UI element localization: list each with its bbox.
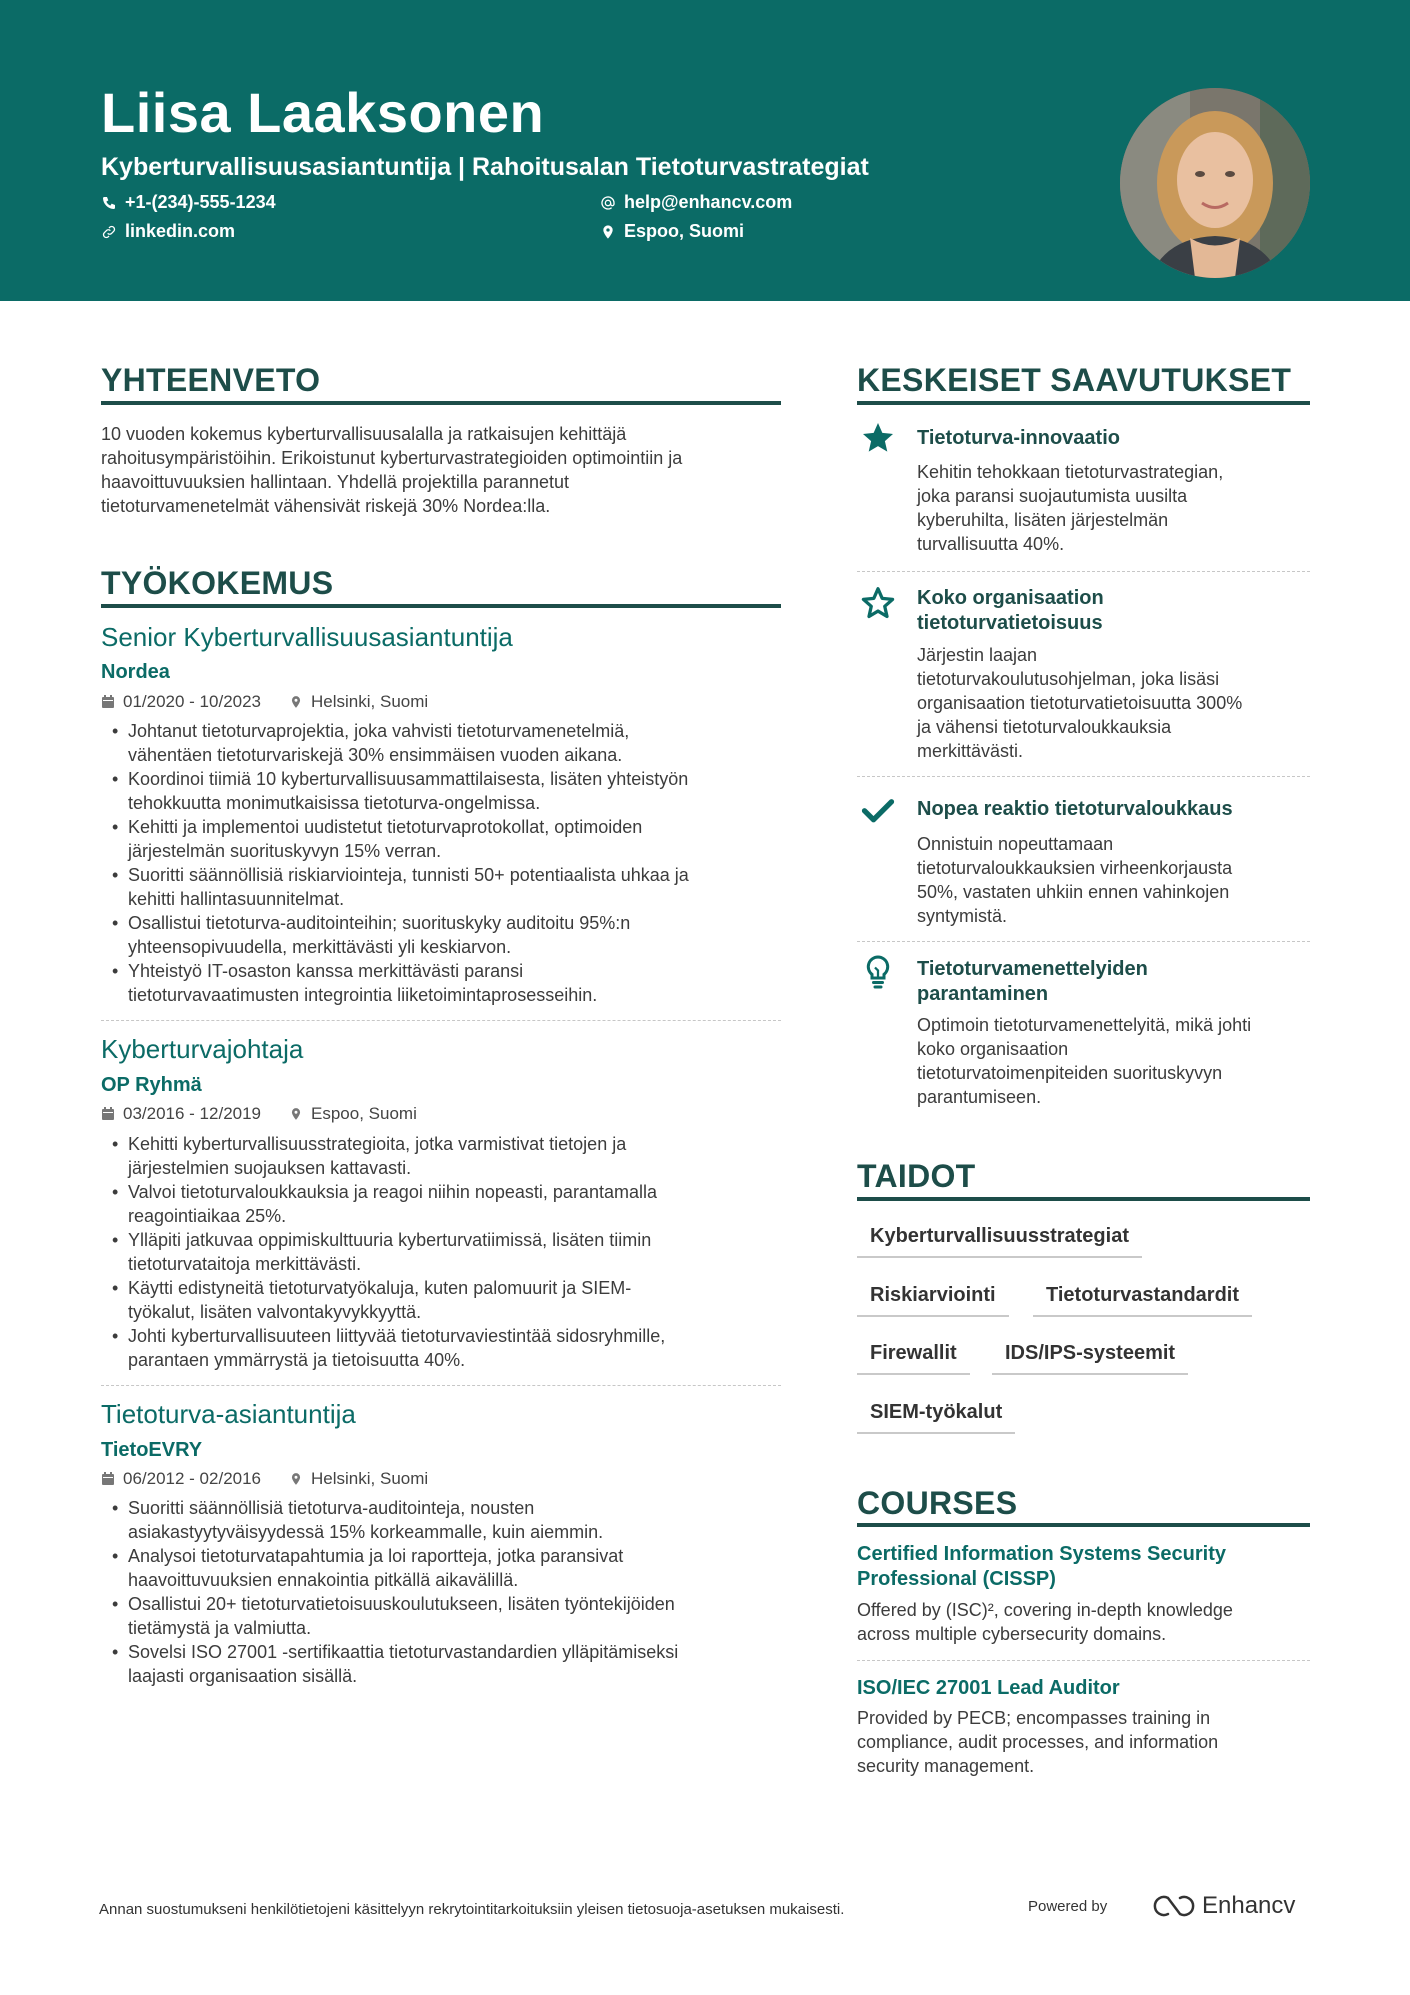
link-icon: [101, 224, 117, 240]
gdpr-consent-text: Annan suostumukseni henkilötietojeni käsittelyyn rekrytointitarkoituksiin yleisen tietosuoja-asetuksen mukaisesti.: [99, 1901, 845, 1918]
job-meta: [101, 1104, 417, 1124]
calendar-icon: [101, 1107, 115, 1121]
job-divider: [101, 1020, 781, 1021]
course-title: ISO/IEC 27001 Lead Auditor: [857, 1677, 1120, 1699]
summary-text: [101, 422, 801, 518]
calendar-icon: [101, 1472, 115, 1486]
achievement-title: Tietoturva-innovaatio: [917, 427, 1120, 449]
summary-line: 10 vuoden kokemus kyberturvallisuusalalla ja ratkaisujen kehittäjä: [101, 424, 627, 444]
course-description: Provided by PECB; encompasses training in compliance, audit processes, and information security management.: [857, 1708, 1219, 1776]
bullet-item: • Sovelsi ISO 27001 -sertifikaattia tietoturvastandardien ylläpitämiseksi laajasti organisaation sisällä.: [101, 1640, 781, 1688]
bullet-item: • Ylläpiti jatkuvaa oppimiskulttuuria kyberturvatiimissä, lisäten tiimin tietoturvataitoja merkittävästi.: [101, 1228, 781, 1276]
skill-tag: SIEM-työkalut: [857, 1394, 1015, 1434]
courses-heading: COURSES: [857, 1485, 1018, 1521]
achievement-title: Tietoturvamenettelyiden parantaminen: [917, 958, 1148, 1005]
bullet-item: • Kehitti kyberturvallisuusstrategioita, jotka varmistivat tietojen ja järjestelmien suojauksen kattavasti.: [101, 1132, 781, 1180]
bullet-item: • Valvoi tietoturvaloukkauksia ja reagoi niihin nopeasti, parantamalla reagointiaikaa 25%.: [101, 1180, 781, 1228]
at-icon: [600, 195, 616, 211]
summary-line: tietoturvamenetelmät vähensivät riskejä 30% Nordea:lla.: [101, 496, 551, 516]
bullet-item: • Suoritti säännöllisiä riskiarviointeja, tunnisti 50+ potentiaalista uhkaa ja kehitti hallintasuunnitelmat.: [101, 863, 781, 911]
enhancv-mark-icon: [1148, 1893, 1196, 1919]
summary-line: rahoitusympäristöihin. Erikoistunut kyberturvastrategioiden optimointiin ja: [101, 448, 683, 468]
job-title: Kyberturvajohtaja: [101, 1034, 304, 1064]
achievement-divider: [857, 571, 1310, 572]
powered-by-label: Powered by: [1028, 1898, 1108, 1915]
bullet-item: • Yhteistyö IT-osaston kanssa merkittävästi paransi tietoturvavaatimusten integrointia liiketoimintaprosesseihin.: [101, 959, 781, 1007]
achievement-description: Järjestin laajan tietoturvakoulutusohjelman, joka lisäsi organisaation tietoturvatietoisuutta 300% ja vähensi tietoturvaloukkauksia merkittävästi.: [917, 645, 1243, 761]
job-location: Helsinki, Suomi: [311, 1469, 429, 1488]
skill-tag: Riskiarviointi: [857, 1277, 1009, 1317]
skill-tag: IDS/IPS-systeemit: [992, 1335, 1188, 1375]
bullet-item: • Osallistui tietoturva-auditointeihin; suorituskyky auditoitu 95%:n yhteensopivuudella, merkittävästi yli keskiarvon.: [101, 911, 781, 959]
job-location: Helsinki, Suomi: [311, 692, 429, 711]
lightbulb-icon: [860, 954, 896, 990]
summary-heading: YHTEENVETO: [101, 362, 321, 398]
bullet-item: • Kehitti ja implementoi uudistetut tietoturvaprotokollat, optimoiden järjestelmän suorituskyvyn 15% verran.: [101, 815, 781, 863]
achievement-divider: [857, 776, 1310, 777]
location-text: Espoo, Suomi: [624, 221, 745, 241]
company-name: Nordea: [101, 661, 170, 683]
location-pin-icon: [289, 1472, 303, 1486]
bullet-item: • Osallistui 20+ tietoturvatietoisuuskoulutukseen, lisäten työntekijöiden tietämystä ja valmiutta.: [101, 1592, 781, 1640]
skills-heading: TAIDOT: [857, 1158, 976, 1194]
location-pin-icon: [289, 1107, 303, 1121]
profile-photo: [1120, 88, 1310, 278]
calendar-icon: [101, 695, 115, 709]
job-bullets: [101, 1496, 781, 1688]
candidate-name: Liisa Laaksonen: [101, 81, 545, 144]
bullet-item: • Koordinoi tiimiä 10 kyberturvallisuusammattilaisesta, lisäten yhteistyön tehokkuutta monimutkaisissa tietoturva-ongelmissa.: [101, 767, 781, 815]
summary-line: haavoittuvuuksien hallintaan. Yhdellä projektilla parannetut: [101, 472, 569, 492]
job-meta: [101, 1469, 428, 1489]
summary-rule: [101, 401, 781, 405]
course-description: Offered by (ISC)², covering in-depth knowledge across multiple cybersecurity domains.: [857, 1600, 1233, 1644]
job-bullets: [101, 719, 781, 1007]
bullet-item: • Käytti edistyneitä tietoturvatyökaluja, kuten palomuurit ja SIEM- työkalut, lisäten valvontakyvykkyyttä.: [101, 1276, 781, 1324]
bullet-item: • Suoritti säännöllisiä tietoturva-auditointeja, nousten asiakastyytyväisyydessä 15% korkeammalle, kuin aiemmin.: [101, 1496, 781, 1544]
bullet-item: • Johti kyberturvallisuuteen liittyvää tietoturvaviestintää sidosryhmille, parantaen ymmärrystä ja tietoisuutta 40%.: [101, 1324, 781, 1372]
job-dates: 01/2020 - 10/2023: [123, 692, 262, 711]
achievements-rule: [857, 401, 1310, 405]
star-outline-icon: [860, 585, 896, 621]
job-meta: [101, 692, 428, 712]
header-banner: [0, 0, 1410, 301]
star-icon: [860, 420, 896, 456]
courses-rule: [857, 1523, 1310, 1527]
checkmark-icon: [860, 792, 896, 828]
location-contact: [600, 221, 744, 242]
location-pin-icon: [600, 224, 616, 240]
skills-rule: [857, 1197, 1310, 1201]
enhancv-logo[interactable]: [1148, 1892, 1295, 1920]
candidate-headline: Kyberturvallisuusasiantuntija | Rahoitusalan Tietoturvastrategiat: [101, 153, 869, 181]
job-title: Tietoturva-asiantuntija: [101, 1399, 356, 1429]
email-contact[interactable]: [600, 192, 792, 213]
phone-text: +1-(234)-555-1234: [125, 192, 276, 212]
experience-rule: [101, 604, 781, 608]
skill-tag: Tietoturvastandardit: [1033, 1277, 1252, 1317]
achievement-description: Optimoin tietoturvamenettelyitä, mikä johti koko organisaation tietoturvatoimenpiteiden suorituskyvyn parantumiseen.: [917, 1015, 1252, 1107]
linkedin-contact[interactable]: [101, 221, 235, 242]
achievement-title: Koko organisaation tietoturvatietoisuus: [917, 587, 1104, 634]
job-dates: 06/2012 - 02/2016: [123, 1469, 262, 1488]
skill-tag: Firewallit: [857, 1335, 970, 1375]
course-divider: [857, 1660, 1310, 1661]
job-location: Espoo, Suomi: [311, 1104, 417, 1123]
phone-contact: [101, 192, 276, 213]
bullet-item: • Johtanut tietoturvaprojektia, joka vahvisti tietoturvamenetelmiä, vähentäen tietoturvariskejä 30% ensimmäisen vuoden aikana.: [101, 719, 781, 767]
email-text[interactable]: help@enhancv.com: [624, 192, 793, 212]
bullet-item: • Analysoi tietoturvatapahtumia ja loi raportteja, jotka paransivat haavoittuvuuksien ennakointia pitkällä aikavälillä.: [101, 1544, 781, 1592]
achievement-description: Onnistuin nopeuttamaan tietoturvaloukkauksien virheenkorjausta 50%, vastaten uhkiin ennen vahinkojen syntymistä.: [917, 834, 1233, 926]
company-name: TietoEVRY: [101, 1439, 203, 1461]
job-title: Senior Kyberturvallisuusasiantuntija: [101, 622, 513, 652]
job-divider: [101, 1385, 781, 1386]
brand-name: Enhancv: [1202, 1892, 1296, 1919]
phone-icon: [101, 195, 117, 211]
job-bullets: [101, 1132, 781, 1372]
linkedin-text[interactable]: linkedin.com: [125, 221, 236, 241]
course-title: Certified Information Systems Security Professional (CISSP): [857, 1543, 1226, 1590]
skill-tag: Kyberturvallisuusstrategiat: [857, 1218, 1142, 1258]
company-name: OP Ryhmä: [101, 1074, 202, 1096]
achievement-title: Nopea reaktio tietoturvaloukkaus: [917, 798, 1233, 820]
achievements-heading: KESKEISET SAAVUTUKSET: [857, 362, 1292, 398]
experience-heading: TYÖKOKEMUS: [101, 565, 334, 601]
achievement-description: Kehitin tehokkaan tietoturvastrategian, joka paransi suojautumista uusilta kyberuhilta, lisäten järjestelmän turvallisuutta 40%.: [917, 462, 1224, 554]
location-pin-icon: [289, 695, 303, 709]
job-dates: 03/2016 - 12/2019: [123, 1104, 262, 1123]
achievement-divider: [857, 941, 1310, 942]
